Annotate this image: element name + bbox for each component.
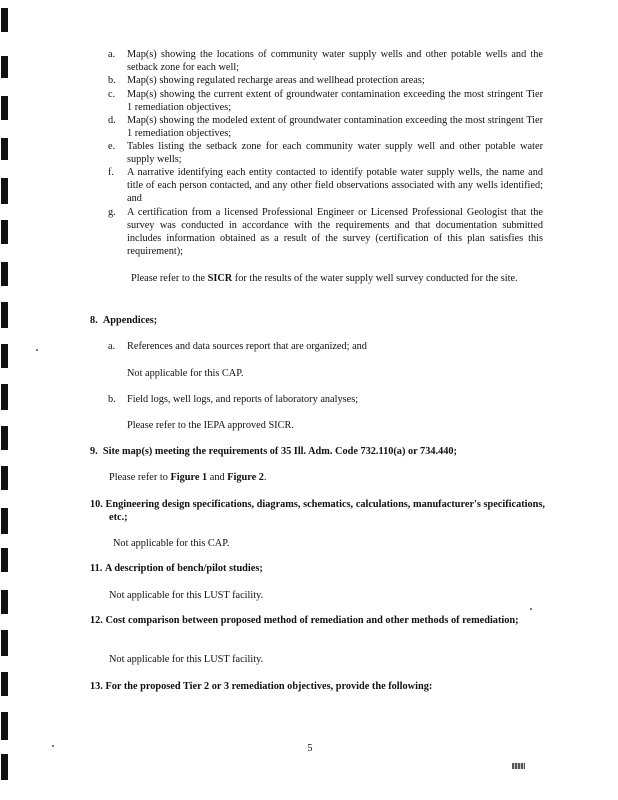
section-9-heading: 9. Site map(s) meeting the requirements of 35 Ill. Adm. Code 732.110(a) or 734.440; — [90, 446, 457, 457]
figure-2-reference: Figure 2 — [227, 472, 264, 483]
scan-speck — [52, 745, 54, 747]
survey-response: Please refer to the SICR for the results of the water supply well survey conducted for the site. — [131, 273, 518, 284]
binder-hole-marks — [0, 0, 10, 800]
list-item: b. Field logs, well logs, and reports of laboratory analyses; — [108, 394, 359, 405]
list-item: f. A narrative identifying each entity contacted to identify potable water supply wells, the name and title of each person contacted, and any other field observations associated with any wells identified; and — [108, 167, 543, 204]
section-9-response: Please refer to Figure 1 and Figure 2. — [109, 472, 267, 483]
page-number: 5 — [307, 743, 313, 754]
list-item-text: Map(s) showing the locations of community water supply wells and other potable wells and the setback zone for each well; — [127, 49, 543, 73]
sicr-reference: SICR — [207, 273, 233, 284]
scan-footer-mark — [512, 763, 525, 769]
list-item: e. Tables listing the setback zone for each community water supply well and other potable water supply wells; — [108, 141, 543, 165]
list-item-text: A certification from a licensed Professional Engineer or Licensed Professional Geologist that the survey was conducted in accordance with the requirements and that documentation submitted includes information obtained as a result of the survey (certification of this plan satisfies this requirement); — [127, 207, 543, 257]
list-item: g. A certification from a licensed Professional Engineer or Licensed Professional Geologist that the survey was conducted in accordance with the requirements and that documentation submitted includes information obtained as a result of the survey (certification of this plan satisfies this requirement); — [108, 207, 543, 257]
scan-speck — [530, 608, 532, 610]
section-11-response: Not applicable for this LUST facility. — [109, 590, 264, 601]
list-item-text: Map(s) showing the modeled extent of groundwater contamination exceeding the most stringent Tier 1 remediation objectives; — [127, 115, 543, 139]
section-10-heading: 10. Engineering design specifications, diagrams, schematics, calculations, manufacturer's specifications, etc.; — [90, 499, 545, 523]
list-item-text: Map(s) showing the current extent of groundwater contamination exceeding the most stringent Tier 1 remediation objectives; — [127, 89, 543, 113]
list-item: c. Map(s) showing the current extent of groundwater contamination exceeding the most stringent Tier 1 remediation objectives; — [108, 89, 543, 113]
section-12-response: Not applicable for this LUST facility. — [109, 654, 264, 665]
list-item: a. Map(s) showing the locations of community water supply wells and other potable wells and the setback zone for each well; — [108, 49, 543, 73]
list-item-text: Field logs, well logs, and reports of laboratory analyses; — [127, 394, 359, 405]
list-item: a. References and data sources report that are organized; and — [108, 341, 367, 352]
section-12-heading: 12. Cost comparison between proposed method of remediation and other methods of remediation; — [90, 615, 519, 626]
section-8b-response: Please refer to the IEPA approved SICR. — [127, 420, 294, 431]
section-13-heading: 13. For the proposed Tier 2 or 3 remediation objectives, provide the following: — [90, 681, 433, 692]
section-11-heading: 11. A description of bench/pilot studies; — [90, 563, 263, 574]
figure-1-reference: Figure 1 — [170, 472, 208, 483]
list-item: d. Map(s) showing the modeled extent of groundwater contamination exceeding the most stringent Tier 1 remediation objectives; — [108, 115, 543, 139]
list-item-text: Tables listing the setback zone for each community water supply well and other potable water supply wells; — [127, 141, 543, 165]
list-item-text: A narrative identifying each entity contacted to identify potable water supply wells, the name and title of each person contacted, and any other field observations associated with any wells identified; and — [127, 167, 543, 204]
list-item: b. Map(s) showing regulated recharge areas and wellhead protection areas; — [108, 75, 425, 86]
section-8-heading: 8. Appendices; — [90, 315, 158, 326]
list-item-text: References and data sources report that are organized; and — [127, 341, 367, 352]
section-10-response: Not applicable for this CAP. — [113, 538, 230, 549]
scan-speck — [36, 349, 38, 351]
list-item-text: Map(s) showing regulated recharge areas and wellhead protection areas; — [127, 75, 425, 86]
section-8a-response: Not applicable for this CAP. — [127, 368, 244, 379]
